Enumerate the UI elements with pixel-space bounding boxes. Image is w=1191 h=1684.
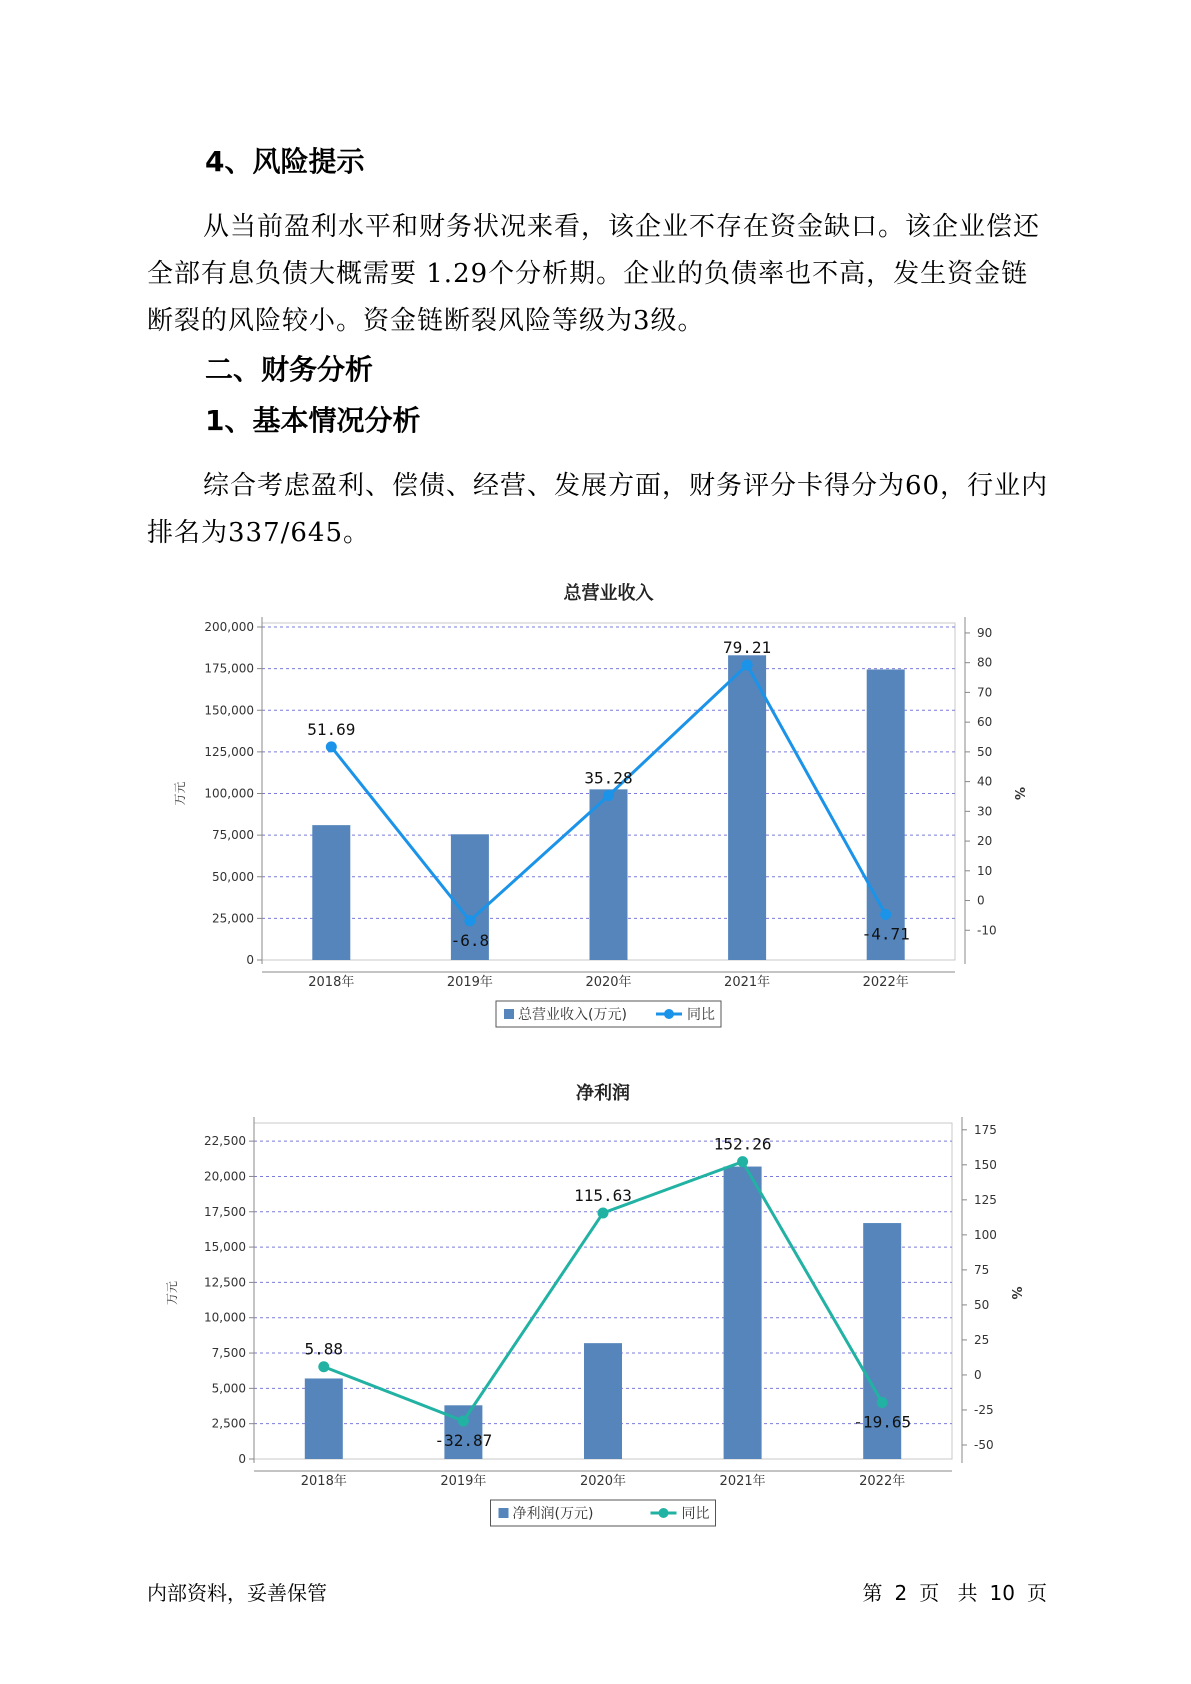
total-suffix: 页 <box>1027 1581 1047 1605</box>
y-left-tick-label: 20,000 <box>204 1169 246 1184</box>
y-left-tick-label: 125,000 <box>204 744 254 759</box>
legend-bar-label: 净利润(万元) <box>512 1506 594 1522</box>
growth-point <box>318 1361 329 1372</box>
basic-analysis-heading: 1、基本情况分析 <box>205 404 421 437</box>
chart-svg <box>0 575 1191 1035</box>
data-label: 51.69 <box>307 719 356 739</box>
data-label: -4.71 <box>861 924 910 944</box>
y-right-axis-label: % <box>1008 1286 1023 1300</box>
growth-point <box>877 1397 888 1408</box>
y-right-tick-label: 100 <box>974 1227 997 1242</box>
chart-svg <box>0 1075 1191 1535</box>
chart-title: 总营业收入 <box>563 583 654 604</box>
growth-point <box>880 909 891 920</box>
y-right-tick-label: 150 <box>974 1157 997 1172</box>
y-right-tick-label: -50 <box>974 1437 994 1452</box>
risk-paragraph: 从当前盈利水平和财务状况来看，该企业不存在资金缺口。该企业偿还全部有息负债大概需要 1.29个分析期。企业的负债率也不高，发生资金链断裂的风险较小。资金链断裂风险等级为3级。 <box>147 212 1041 336</box>
y-left-tick-label: 10,000 <box>204 1310 246 1325</box>
x-tick-label: 2022年 <box>862 975 909 990</box>
y-right-tick-label: 125 <box>974 1192 997 1207</box>
y-right-tick-label: 175 <box>974 1122 997 1137</box>
page-number <box>856 1580 1053 1606</box>
growth-point <box>742 660 753 671</box>
y-right-tick-label: 10 <box>977 863 993 878</box>
y-left-tick-label: 75,000 <box>212 828 254 843</box>
x-tick-label: 2021年 <box>724 975 771 990</box>
y-left-tick-label: 175,000 <box>204 661 254 676</box>
y-right-tick-label: 80 <box>977 655 993 670</box>
data-label: 5.88 <box>304 1339 344 1359</box>
y-right-tick-label: -25 <box>974 1402 994 1417</box>
x-tick-label: 2018年 <box>300 1474 347 1489</box>
legend-bar-swatch <box>499 1508 509 1518</box>
bar <box>590 789 628 960</box>
y-right-tick-label: 50 <box>977 744 993 759</box>
x-tick-label: 2022年 <box>859 1474 906 1489</box>
total-pages: 10 <box>989 1581 1015 1605</box>
y-right-tick-label: 20 <box>977 834 993 849</box>
x-tick-label: 2020年 <box>585 975 632 990</box>
y-left-tick-label: 22,500 <box>204 1134 246 1149</box>
x-tick-label: 2019年 <box>440 1474 487 1489</box>
y-left-tick-label: 17,500 <box>204 1204 246 1219</box>
legend-line-marker <box>659 1508 669 1518</box>
y-right-tick-label: 70 <box>977 685 993 700</box>
bar <box>305 1378 343 1459</box>
y-right-tick-label: 0 <box>977 893 985 908</box>
confidential-note: 内部资料，妥善保管 <box>147 1581 327 1605</box>
current-page: 2 <box>894 1581 908 1605</box>
revenue-chart <box>0 575 1191 1035</box>
page-suffix: 页 <box>919 1581 940 1605</box>
x-tick-label: 2019年 <box>446 975 493 990</box>
x-tick-label: 2018年 <box>308 975 355 990</box>
legend-bar-swatch <box>504 1009 514 1019</box>
bar <box>728 655 766 960</box>
y-left-tick-label: 5,000 <box>211 1381 246 1396</box>
y-right-tick-label: 60 <box>977 715 993 730</box>
y-right-tick-label: 0 <box>974 1367 982 1382</box>
x-tick-label: 2021年 <box>719 1474 766 1489</box>
y-left-tick-label: 7,500 <box>211 1346 246 1361</box>
y-left-tick-label: 2,500 <box>211 1416 246 1431</box>
growth-point <box>464 915 475 926</box>
growth-point <box>458 1415 469 1426</box>
y-right-tick-label: 90 <box>977 625 993 640</box>
y-left-axis-label: 万元 <box>173 781 187 806</box>
growth-point <box>326 741 337 752</box>
y-left-axis-label: 万元 <box>165 1280 179 1306</box>
y-left-tick-label: 100,000 <box>204 786 254 801</box>
finance-heading: 二、财务分析 <box>205 353 374 386</box>
y-right-tick-label: 30 <box>977 804 993 819</box>
growth-point <box>598 1207 609 1218</box>
chart-title: 净利润 <box>576 1083 630 1104</box>
data-label: -32.87 <box>434 1430 493 1450</box>
y-left-tick-label: 0 <box>238 1452 246 1466</box>
y-right-tick-label: 50 <box>974 1297 990 1312</box>
y-right-tick-label: -10 <box>977 923 997 938</box>
y-left-tick-label: 50,000 <box>212 869 254 884</box>
y-left-tick-label: 200,000 <box>204 620 254 634</box>
legend-line-label: 同比 <box>687 1007 715 1023</box>
data-label: 152.26 <box>713 1134 772 1154</box>
y-right-tick-label: 40 <box>977 774 993 789</box>
bar <box>724 1167 762 1459</box>
data-label: 79.21 <box>723 638 772 658</box>
y-right-tick-label: 25 <box>974 1332 990 1347</box>
data-label: -19.65 <box>853 1412 912 1432</box>
x-tick-label: 2020年 <box>579 1474 627 1489</box>
data-label: -6.8 <box>450 930 490 950</box>
risk-heading: 4、风险提示 <box>205 145 365 178</box>
y-left-tick-label: 15,000 <box>204 1240 246 1255</box>
legend-line-marker <box>664 1009 674 1019</box>
bar <box>584 1343 622 1459</box>
page-prefix: 第 <box>862 1581 883 1605</box>
y-right-axis-label: % <box>1011 786 1026 801</box>
legend-line-label: 同比 <box>681 1506 710 1522</box>
bar <box>312 825 350 960</box>
y-left-tick-label: 150,000 <box>204 703 254 718</box>
growth-point <box>737 1156 748 1167</box>
net-profit-chart <box>0 1075 1191 1535</box>
y-left-tick-label: 0 <box>246 953 254 967</box>
growth-point <box>603 790 614 801</box>
y-left-tick-label: 12,500 <box>204 1275 246 1290</box>
legend-bar-label: 总营业收入(万元) <box>518 1007 627 1023</box>
y-left-tick-label: 25,000 <box>212 911 254 926</box>
total-prefix: 共 <box>957 1581 978 1605</box>
y-right-tick-label: 75 <box>974 1262 990 1277</box>
data-label: 115.63 <box>574 1185 632 1205</box>
data-label: 35.28 <box>584 768 633 788</box>
basic-analysis-paragraph: 综合考虑盈利、偿债、经营、发展方面，财务评分卡得分为60，行业内排名为337/645。 <box>147 471 1049 548</box>
